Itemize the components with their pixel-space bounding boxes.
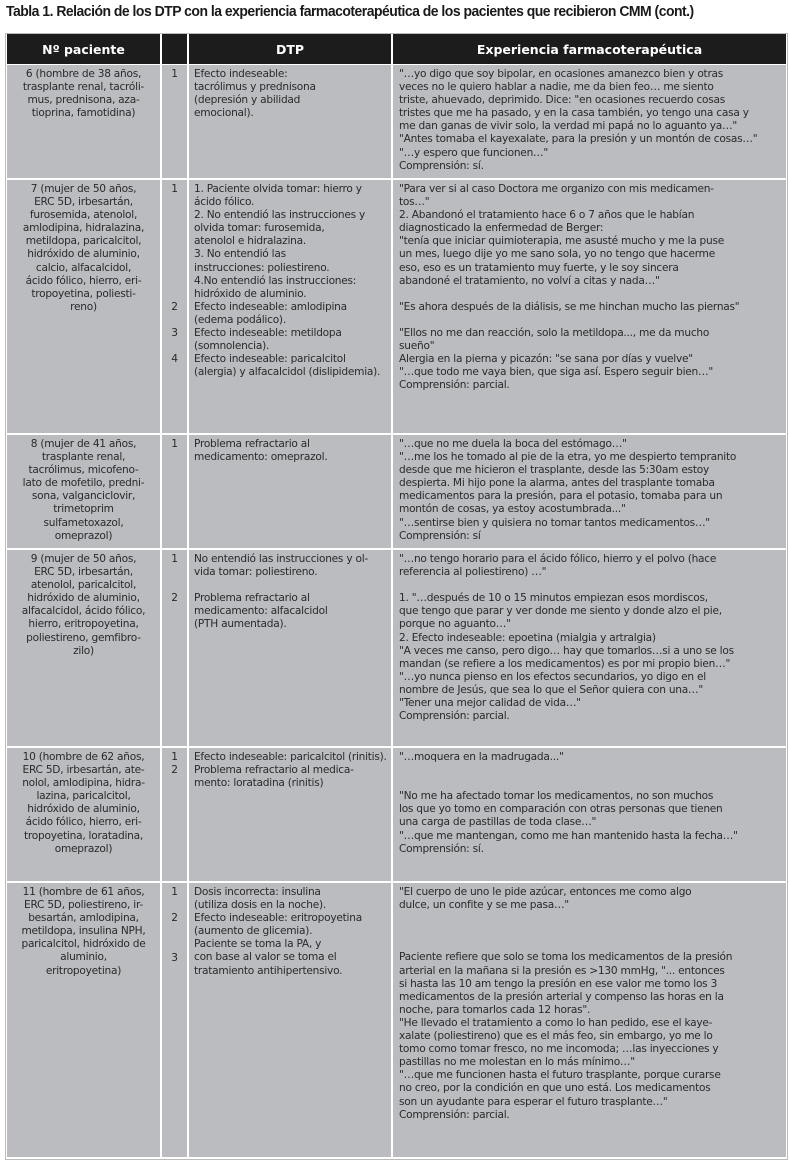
cell-dtp (189, 180, 391, 433)
experiencia-line: "…que me mantengan, como me han mantenido hasta la fecha…" (399, 829, 738, 842)
experiencia-line (399, 925, 780, 938)
paciente-line: tacrólimus, micofeno- (28, 464, 139, 477)
experiencia-line: "…que me funcionen hasta el futuro trasplante, porque curarse (399, 1069, 721, 1082)
paciente-line: paricalcitol, hidróxido de (21, 938, 146, 951)
paciente-line: hidróxido de aluminio, (27, 248, 140, 261)
dtp-number: 3 (171, 327, 178, 340)
dtp-line: Efecto indeseable: paricalcitol (194, 353, 346, 366)
paciente-line: sulfametoxazol, (43, 516, 124, 529)
paciente-line: 7 (mujer de 50 años, (30, 183, 137, 195)
experiencia-line: si hasta las 10 am tengo la presión en ese valor me tomo los 3 (399, 977, 718, 990)
paciente-line: nolol, amlodipina, hidra- (22, 777, 145, 790)
dtp-line: instrucciones: poliestireno. (194, 261, 330, 274)
paciente-line: sona, valganciclovir, (31, 490, 136, 503)
cell-dtp (189, 65, 391, 178)
cell-dtp-number (162, 748, 187, 881)
paciente-line: ácido fólico, hierro, eri- (25, 274, 142, 287)
cell-dtp (189, 435, 391, 548)
experiencia-line: xalate (poliestireno) que es el más feo, sin embargo, yo me lo (399, 1030, 713, 1043)
experiencia-line: 2. Efecto indeseable: epoetina (mialgia y artralgia) (399, 631, 656, 644)
experiencia-line: "Es ahora después de la diálisis, se me hinchan mucho las piernas" (399, 300, 740, 313)
experiencia-line: tristes que me ha pasado, y en la casa también, yo tengo una casa y (399, 107, 749, 120)
experiencia-line (399, 912, 780, 925)
cell-dtp-number (162, 883, 187, 1157)
cell-experiencia (393, 435, 786, 548)
paciente-line: 10 (hombre de 62 años, (22, 751, 145, 763)
table-title: Tabla 1. Relación de los DTP con la experiencia farmacoterapéutica de los pacientes que recibieron CMM (cont.) (6, 3, 694, 20)
cell-experiencia (393, 748, 786, 881)
experiencia-line: "He llevado el tratamiento a como lo han pedido, ese el kaye- (399, 1016, 713, 1029)
experiencia-line: "Ellos no me dan reacción, solo la metildopa..., me da mucho (399, 327, 710, 340)
paciente-line: reno) (70, 300, 97, 313)
paciente-line: 9 (mujer de 50 años, (30, 553, 137, 565)
experiencia-line: despierta. Mi hijo pone la alarma, antes del trasplante tomaba (399, 477, 715, 490)
dtp-number: 1 (171, 438, 178, 450)
dtp-line: (aumento de glicemia). (194, 925, 313, 938)
experiencia-line: tomo como tomar fresco, no me incomoda; …las inyecciones y (399, 1043, 719, 1056)
experiencia-line: los que yo tomo en comparación con otras personas que tienen (399, 803, 723, 816)
dtp-line: (somnolencia). (194, 340, 270, 353)
cell-experiencia (393, 883, 786, 1157)
paciente-line: mus, prednisona, aza- (27, 94, 140, 107)
cell-dtp-number (162, 180, 187, 433)
paciente-line: tropoyetina, loratadina, (24, 829, 143, 842)
cell-experiencia (393, 65, 786, 178)
experiencia-line: Comprensión: parcial. (399, 1108, 510, 1121)
dtp-table (5, 33, 788, 1160)
dtp-line: Problema refractario al (194, 438, 310, 450)
paciente-line: ácido fólico, hierro, eri- (25, 816, 142, 829)
experiencia-line: pastillas no me molestan en lo más mínimo…" (399, 1056, 635, 1069)
experiencia-line: veces no le quiero hablar a nadie, me da bien feo… me siento (399, 81, 714, 94)
experiencia-line: Comprensión: sí (399, 529, 481, 542)
experiencia-line: sueño" (399, 340, 435, 353)
experiencia-line (399, 314, 780, 327)
dtp-line: Efecto indeseable: eritropoyetina (194, 912, 362, 925)
paciente-line: amlodipina, hidralazina, (22, 222, 145, 235)
experiencia-line (399, 288, 780, 301)
dtp-line: olvida tomar: furosemida, (194, 222, 325, 235)
dtp-line: 2. No entendió las instrucciones y (194, 209, 366, 222)
dtp-line: medicamento: omeprazol. (194, 451, 328, 464)
paciente-line: poliestireno, gemfibro- (26, 631, 141, 644)
paciente-line: metildopa, insulina NPH, (21, 925, 146, 938)
experiencia-line: Comprensión: sí. (399, 159, 484, 172)
experiencia-line: "Antes tomaba el kayexalate, para la presión y un montón de cosas…" (399, 133, 758, 146)
cell-dtp (189, 748, 391, 881)
dtp-line: hidróxido de aluminio. (194, 287, 307, 300)
paciente-line: 11 (hombre de 61 años, (22, 886, 145, 898)
paciente-line: calcio, alfacalcidol, (35, 261, 132, 274)
paciente-line: atenolol, paricalcitol, (30, 579, 137, 592)
paciente-line: tioprina, famotidina) (31, 107, 136, 120)
cell-dtp (189, 883, 391, 1157)
dtp-line (194, 579, 387, 592)
dtp-line: Efecto indeseable: metildopa (194, 327, 342, 340)
experiencia-line: "Tener una mejor calidad de vida…" (399, 697, 581, 710)
experiencia-line: arterial en la mañana si la presión es >130 mmHg, "... entonces (399, 964, 725, 977)
experiencia-line: "A veces me canso, pero digo… hay que tomarlos…si a uno se los (399, 644, 734, 657)
dtp-number: 2 (171, 912, 178, 925)
dtp-line: mento: loratadina (rinitis) (194, 777, 324, 790)
experiencia-line: Comprensión: parcial. (399, 379, 510, 392)
experiencia-line: abandoné el tratamiento, no volví a citas y nada…" (399, 274, 660, 287)
experiencia-line: 1. "…después de 10 o 15 minutos empiezan esos mordiscos, (399, 592, 708, 605)
paciente-line: omeprazol) (54, 529, 113, 542)
dtp-line: 1. Paciente olvida tomar: hierro y (194, 183, 362, 195)
paciente-line: aluminio, (60, 951, 107, 964)
header-paciente: Nº paciente (7, 34, 160, 64)
cell-paciente (7, 883, 160, 1157)
paciente-line: metildopa, paricalcitol, (25, 235, 142, 248)
experiencia-line (399, 579, 780, 592)
paciente-line: trasplante renal, tacróli- (22, 81, 145, 94)
experiencia-line: nombre de Jesús, que sea lo que el Señor quiera con una…" (399, 683, 703, 696)
experiencia-line: medicamentos de la presión arterial y compenso las horas en la (399, 990, 724, 1003)
cell-experiencia (393, 550, 786, 746)
paciente-line: ERC 5D, poliestireno, ir- (24, 899, 143, 912)
experiencia-line: mandan (se refiere a los medicamentos) es por mi propio bien…" (399, 657, 731, 670)
experiencia-line: referencia al poliestireno) …" (399, 566, 547, 579)
dtp-line: ácido fólico. (194, 196, 255, 209)
dtp-number: 2 (171, 764, 178, 777)
dtp-line: medicamento: alfacalcidol (194, 605, 328, 618)
experiencia-line: desde que me hicieron el trasplante, desde las 5:30am estoy (399, 464, 710, 477)
experiencia-line: Comprensión: parcial. (399, 710, 510, 723)
paciente-line: hidróxido de aluminio, (27, 803, 140, 816)
cell-experiencia (393, 180, 786, 433)
experiencia-line: son un ayudante para esperar el futuro trasplante…" (399, 1095, 668, 1108)
dtp-line: Problema refractario al (194, 592, 310, 605)
dtp-line: 4.No entendió las instrucciones: (194, 274, 357, 287)
dtp-number: 2 (171, 592, 178, 605)
cell-paciente (7, 435, 160, 548)
cell-paciente (7, 550, 160, 746)
dtp-number: 1 (171, 886, 178, 898)
dtp-number: 1 (171, 553, 178, 565)
cell-dtp-number (162, 550, 187, 746)
dtp-line: tacrólimus y prednisona (194, 81, 316, 94)
experiencia-line: dulce, un confite y se me pasa…" (399, 899, 569, 912)
paciente-line: alfacalcidol, ácido fólico, (21, 605, 146, 618)
dtp-number: 2 (171, 300, 178, 313)
cell-dtp-number (162, 435, 187, 548)
dtp-line: Efecto indeseable: paricalcitol (rinitis). (194, 751, 387, 763)
experiencia-line (399, 777, 780, 790)
experiencia-line: Comprensión: sí. (399, 842, 484, 855)
dtp-line: emocional). (194, 107, 254, 120)
paciente-line: furosemida, atenolol, (29, 209, 138, 222)
cell-dtp (189, 550, 391, 746)
cell-paciente (7, 180, 160, 433)
dtp-number: 3 (171, 951, 178, 964)
dtp-line: Efecto indeseable: (194, 68, 288, 80)
paciente-line: trasplante renal, (41, 451, 126, 464)
dtp-number: 1 (171, 68, 178, 80)
experiencia-line: triste, ahuevado, deprimido. Dice: "en ocasiones recuerdo cosas (399, 94, 726, 107)
paciente-line: besartán, amlodipina, (28, 912, 139, 925)
paciente-line: 8 (mujer de 41 años, (30, 438, 137, 450)
dtp-line: (utiliza dosis en la noche). (194, 899, 326, 912)
experiencia-line: "…que no me duela la boca del estómago…" (399, 438, 627, 450)
dtp-number: 4 (171, 353, 178, 366)
experiencia-line: "El cuerpo de uno le pide azúcar, entonces me como algo (399, 886, 692, 898)
paciente-line: trimetoprim (53, 503, 114, 516)
paciente-line: hierro, eritropoyetina, (28, 618, 139, 631)
experiencia-line: "…y espero que funcionen…" (399, 146, 548, 159)
experiencia-line: un mes, luego dije yo me sano sola, yo no tengo que hacerme (399, 248, 715, 261)
experiencia-line (399, 938, 780, 951)
paciente-line: 6 (hombre de 38 años, (25, 68, 142, 80)
experiencia-line: montón de cosas, ya estoy acostumbrada..." (399, 503, 626, 516)
experiencia-line: noche, para tomarlos cada 12 horas". (399, 1003, 591, 1016)
dtp-number: 1 (171, 183, 178, 195)
paciente-line: zilo) (73, 644, 94, 657)
experiencia-line: que tengo que parar y ver donde me siento y donde alzo el pie, (399, 605, 722, 618)
dtp-line: tratamiento antihipertensivo. (194, 964, 343, 977)
dtp-line: (depresión y abilidad (194, 94, 301, 107)
paciente-line: lato de mofetilo, predni- (22, 477, 145, 490)
experiencia-line: me dan ganas de vivir solo, la verdad mi papá no lo aguanto ya…" (399, 120, 737, 133)
dtp-line: Dosis incorrecta: insulina (194, 886, 321, 898)
experiencia-line: medicamentos para la presión, para el potasio, tomaba para un (399, 490, 723, 503)
paciente-line: ERC 5D, irbesartán, ate- (22, 764, 145, 777)
paciente-line: ERC 5D, irbesartán, (34, 566, 133, 579)
header-num (162, 34, 187, 64)
cell-paciente (7, 748, 160, 881)
paciente-line: tropoyetina, poliesti- (31, 287, 136, 300)
paciente-line: hidróxido de aluminio, (27, 592, 140, 605)
dtp-line: (PTH aumentada). (194, 618, 287, 631)
experiencia-line: diagnosticado la enfermedad de Berger: (399, 222, 604, 235)
header-experiencia: Experiencia farmacoterapéutica (393, 34, 786, 64)
cell-dtp-number (162, 65, 187, 178)
experiencia-line: 2. Abandonó el tratamiento hace 6 o 7 años que le habían (399, 209, 695, 222)
experiencia-line: "…sentirse bien y quisiera no tomar tantos medicamentos…" (399, 516, 710, 529)
paciente-line: eritropoyetina) (45, 964, 122, 977)
dtp-line: 3. No entendió las (194, 248, 286, 261)
experiencia-line: tos…" (399, 196, 430, 209)
paciente-line: omeprazol) (54, 842, 113, 855)
experiencia-line: "…que todo me vaya bien, que siga así. Espero seguir bien…" (399, 366, 713, 379)
header-dtp: DTP (189, 34, 391, 64)
dtp-line: Paciente se toma la PA, y (194, 938, 322, 951)
dtp-line: Efecto indeseable: amlodipina (194, 300, 347, 313)
dtp-line: No entendió las instrucciones y ol- (194, 553, 368, 565)
cell-paciente (7, 65, 160, 178)
experiencia-line: "Para ver si al caso Doctora me organizo con mis medicamen- (399, 183, 714, 195)
dtp-line: Problema refractario al medica- (194, 764, 354, 777)
dtp-number: 1 (171, 751, 178, 763)
experiencia-line: Paciente refiere que solo se toma los medicamentos de la presión (399, 951, 733, 964)
experiencia-line: "tenía que iniciar quimioterapia, me asusté mucho y me la puse (399, 235, 725, 248)
paciente-line: ERC 5D, irbesartán, (34, 196, 133, 209)
experiencia-line (399, 764, 780, 777)
paciente-line: lazina, paricalcitol, (36, 790, 131, 803)
dtp-line: (edema podálico). (194, 313, 286, 326)
experiencia-line: "…no tengo horario para el ácido fólico, hierro y el polvo (hace (399, 553, 717, 565)
experiencia-line: una carga de pastillas de toda clase…" (399, 816, 597, 829)
dtp-line: (alergia) y alfacalcidol (dislipidemia). (194, 366, 381, 379)
dtp-line: atenolol e hidralazina. (194, 235, 306, 248)
experiencia-line: "No me ha afectado tomar los medicamentos, no son muchos (399, 790, 714, 803)
experiencia-line: no creo, por la condición en que uno está. Los medicamentos (399, 1082, 711, 1095)
experiencia-line: Alergia en la pierna y picazón: "se sana por días y vuelve" (399, 353, 693, 366)
experiencia-line: eso, eso es un tratamiento muy fuerte, y le soy sincera (399, 261, 679, 274)
experiencia-line: "…yo nunca pienso en los efectos secundarios, yo digo en el (399, 670, 706, 683)
dtp-line: con base al valor se toma el (194, 951, 337, 964)
experiencia-line: "…moquera en la madrugada..." (399, 751, 564, 763)
experiencia-line: porque no aguanto…" (399, 618, 511, 631)
experiencia-line: "…yo digo que soy bipolar, en ocasiones amanezco bien y otras (399, 68, 724, 80)
experiencia-line: "…me los he tomado al pie de la etra, yo me despierto tempranito (399, 451, 737, 464)
dtp-line: vida tomar: poliestireno. (194, 566, 318, 579)
